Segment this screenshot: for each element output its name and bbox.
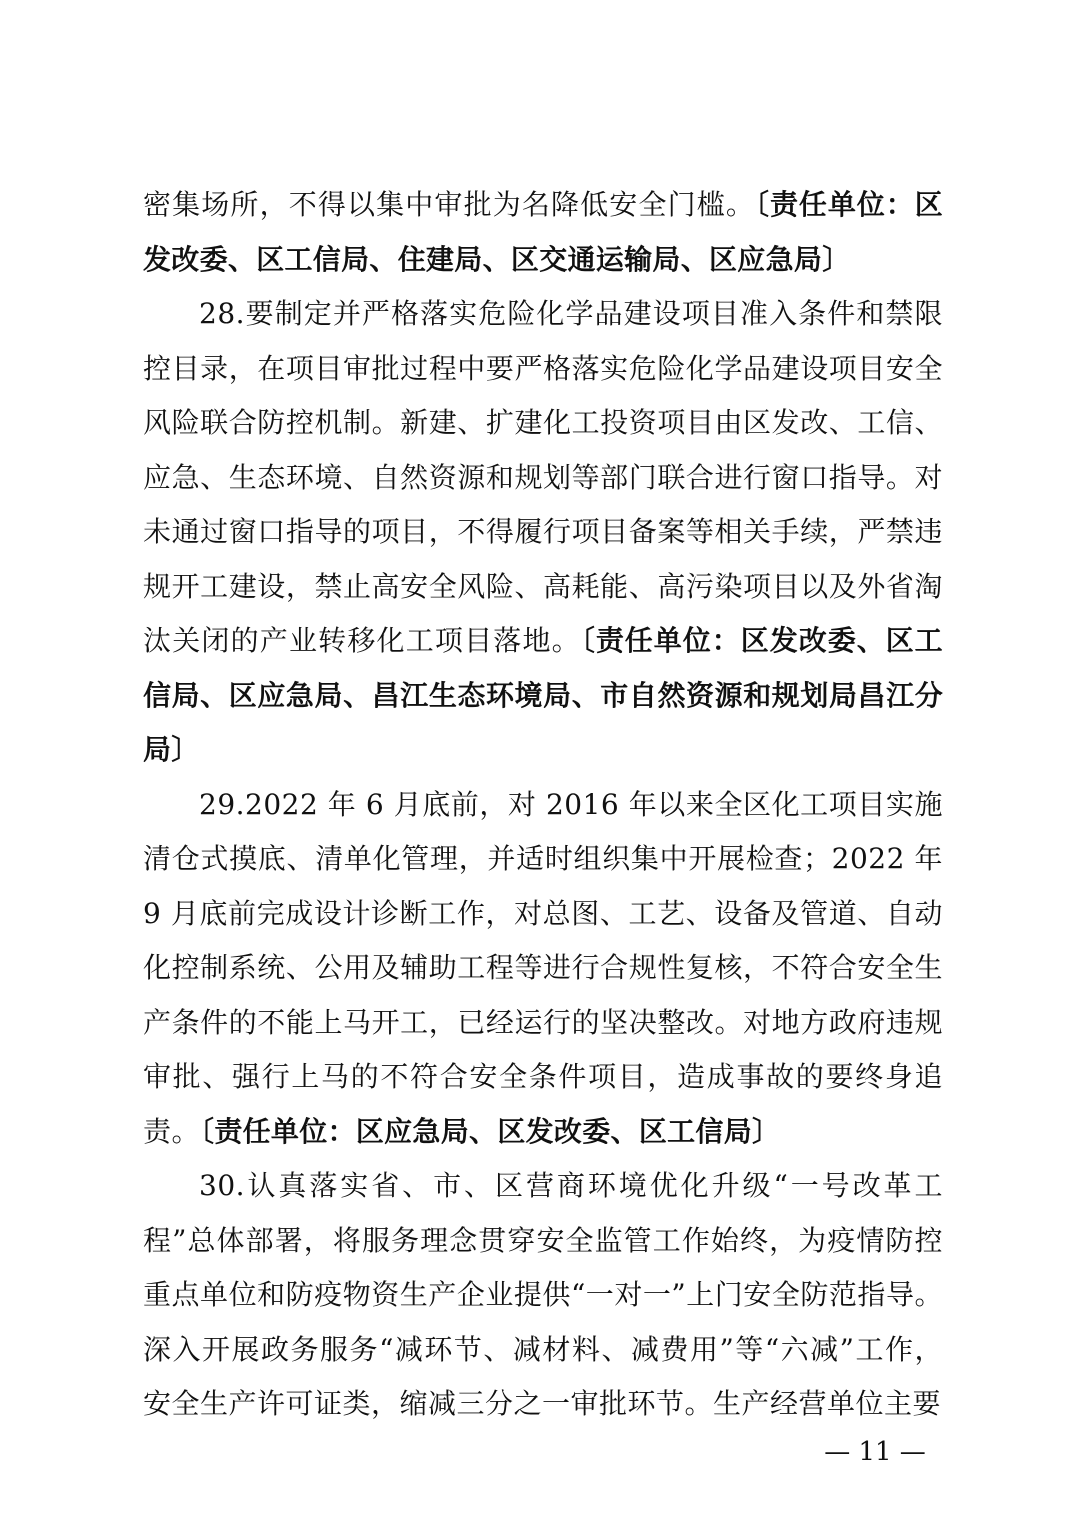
paragraph-text: 28.要制定并严格落实危险化学品建设项目准入条件和禁限控目录，在项目审批过程中要严格落实危险化学品建设项目安全风险联合防控机制。新建、扩建化工投资项目由区发改、工信、应急、生态环境、自然资源和规划等部门联合进行窗口指导。对未通过窗口指导的项目，不得履行项目备案等相关手续，严禁违规开工建设，禁止高安全风险、高耗能、高污染项目以及外省淘汰关闭的产业转移化工项目落地。 — [143, 297, 943, 657]
responsibility-units: 〔责任单位：区发改委、区工信局、住建局、区交通运输局、区应急局〕 — [143, 188, 943, 276]
paragraph-text: 29.2022 年 6 月底前，对 2016 年以来全区化工项目实施清仓式摸底、清单化管理，并适时组织集中开展检查；2022 年 9 月底前完成设计诊断工作，对总图、工艺、设备及管道、自动化控制系统、公用及辅助工程等进行合规性复核，不符合安全生产条件的不能上马开工，已经运行的坚决整改。对地方政府违规审批、强行上马的不符合安全条件项目，造成事故的要终身追责。 — [143, 787, 943, 1148]
paragraph-text: 30.认真落实省、市、区营商环境优化升级“一号改革工程”总体部署，将服务理念贯穿安全监管工作始终，为疫情防控重点单位和防疫物资生产企业提供“一对一”上门安全防范指导。深入开展政务服务“减环节、减材料、减费用”等“六减”工作，安全生产许可证类，缩减三分之一审批环节。生产经营单位主要 — [143, 1169, 943, 1420]
paragraph-text: 密集场所，不得以集中审批为名降低安全门槛。 — [143, 188, 756, 221]
paragraph-29 — [143, 778, 943, 1160]
paragraph-30 — [143, 1159, 943, 1432]
paragraph-28 — [143, 287, 943, 778]
paragraph-27-continuation — [143, 178, 943, 287]
responsibility-units: 〔责任单位：区应急局、区发改委、区工信局〕 — [200, 1114, 781, 1148]
document-body — [143, 178, 943, 1432]
page-number: — 11 — — [824, 1437, 926, 1467]
responsibility-units: 〔责任单位：区发改委、区工信局、区应急局、昌江生态环境局、市自然资源和规划局昌江分局〕 — [143, 624, 943, 766]
